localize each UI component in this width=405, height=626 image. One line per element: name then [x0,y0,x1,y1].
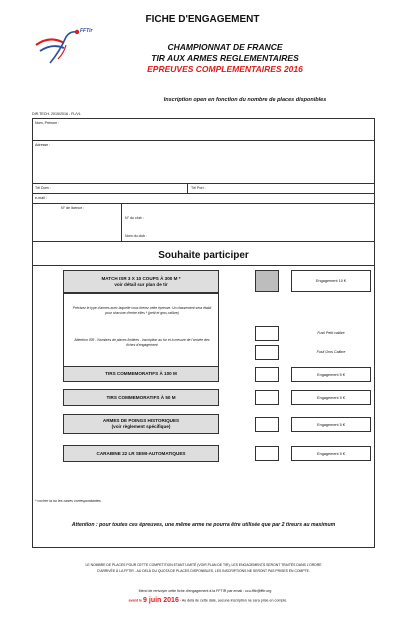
adresse-field[interactable] [33,141,374,183]
nom-label: Nom, Prénom : [35,121,60,125]
club-name-label: Nom du club : [125,234,148,238]
document-reference: DIR.TECH. 2015/2016 - FL/VL [32,112,81,116]
match-isr-title: MATCH ISR 3 X 10 COUPS À 300 M * [101,275,181,281]
tirs-100m-box [63,366,219,382]
tirs-100m-price: Engagement 5 € [291,367,371,382]
armes-poings-box [63,414,219,434]
limited-places-note: Attention ISR - Nombres de places limitées - inscription au fur et à mesure de l'arrivée des fiches d'engagement [74,338,210,347]
footer-limit-line2: D'ARRIVÉE À LA FFTIR - AU DELÀ DU QUOTA DE PLACES DISPONIBLES, LES INSCRIPTIONS NE SERONT PAS PRISES EN COMPTE. [97,569,310,573]
tel-dom-field[interactable] [33,184,187,193]
return-instructions: Merci de renvoyer cette fiche d'engagement à la FFTIR par email : ccu-fftir@fftir.org [138,589,272,593]
tirs-50m-box [63,389,219,406]
match-isr-box [63,270,219,293]
fftir-logo [30,23,96,69]
armes-poings-detail: (voir règlement spécifique) [111,424,171,429]
deadline-line [88,597,328,604]
deadline-date: 9 juin 2016 [143,597,179,604]
carabine-22lr-title: CARABINE 22 LR SEMI-AUTOMATIQUES [96,450,186,456]
tirs-50m-price: Engagement 5 € [291,390,371,405]
tel-port-field[interactable] [188,184,374,193]
championship-title: CHAMPIONNAT DE FRANCE [167,42,283,52]
tel-port-label: Tél Port : [191,186,206,190]
tirs-50m-title: TIRS COMMEMORATIFS À 50 M [106,394,176,400]
deadline-suffix: - Au delà de cette date, aucune inscription ne sera prise en compte. [179,598,288,603]
match-isr-detail: voir détail sur plan de tir [114,281,168,287]
discipline-title: TIR AUX ARMES REGLEMENTAIRES [151,53,299,63]
inscription-subtitle: Inscription open en fonction du nombre de places disponibles [163,97,327,103]
carabine-22lr-box [63,445,219,462]
tel-dom-label: Tél Dom : [35,186,51,190]
fusil-petit-calibre-checkbox[interactable] [255,326,279,341]
club-number-label: N° du club : [125,216,144,220]
events-year-title: EPREUVES COMPLEMENTAIRES 2016 [147,64,303,74]
weapon-type-note: Précisez le type d'armes avec laquelle vous tirerez cette épreuve. Un classement sera établi pour chacune d'entre elles * (petit et gros calibre) [72,306,212,315]
fusil-petit-calibre-label: Fusil Petit calibre [317,331,345,335]
club-number-field[interactable] [122,204,374,222]
match-isr-notes-box [63,293,219,373]
tirs-100m-title: TIRS COMMEMORATIFS À 100 M [105,371,177,377]
carabine-22lr-price: Engagement 5 € [291,446,371,461]
armes-poings-title: ARMES DE POINGS HISTORIQUES [102,418,180,424]
fusil-gros-calibre-label: Fusil Gros Calibre [316,350,346,354]
nom-field[interactable] [33,119,374,140]
checkbox-footnote: * cocher la ou les cases correspondantes [35,499,101,503]
deadline-prefix: avant le [128,598,143,603]
registration-form [32,118,375,548]
email-field[interactable] [33,194,374,203]
match-isr-price: Engagement 10 € [291,270,371,292]
match-isr-checkbox[interactable] [255,270,279,292]
licence-label: N° de licence : [61,206,85,210]
tirs-50m-checkbox[interactable] [255,390,279,405]
souhaite-heading: Souhaite participer [158,250,249,261]
attention-notice: Attention : pour toutes ces épreuves, une même arme ne pourra être utilisée que par 2 tireurs au maximum [71,522,336,528]
email-label: e-mail : [35,196,47,200]
fusil-gros-calibre-checkbox[interactable] [255,345,279,360]
armes-poings-price: Engagement 5 € [291,417,371,432]
tirs-100m-checkbox[interactable] [255,367,279,382]
armes-poings-checkbox[interactable] [255,417,279,432]
adresse-label: Adresse : [35,143,51,147]
carabine-22lr-checkbox[interactable] [255,446,279,461]
document-title: FICHE D'ENGAGEMENT [145,14,260,25]
logo-text: FFTir [80,28,93,34]
footer-limit-line1: LE NOMBRE DE PLACES POUR CETTE COMPETITION ETANT LIMITÉ (VOIR PLAN DE TIR), LES ENGAGEMENTS SERONT TRAITÉS DANS L'ORDRE [85,563,322,567]
club-name-field[interactable] [122,223,374,241]
